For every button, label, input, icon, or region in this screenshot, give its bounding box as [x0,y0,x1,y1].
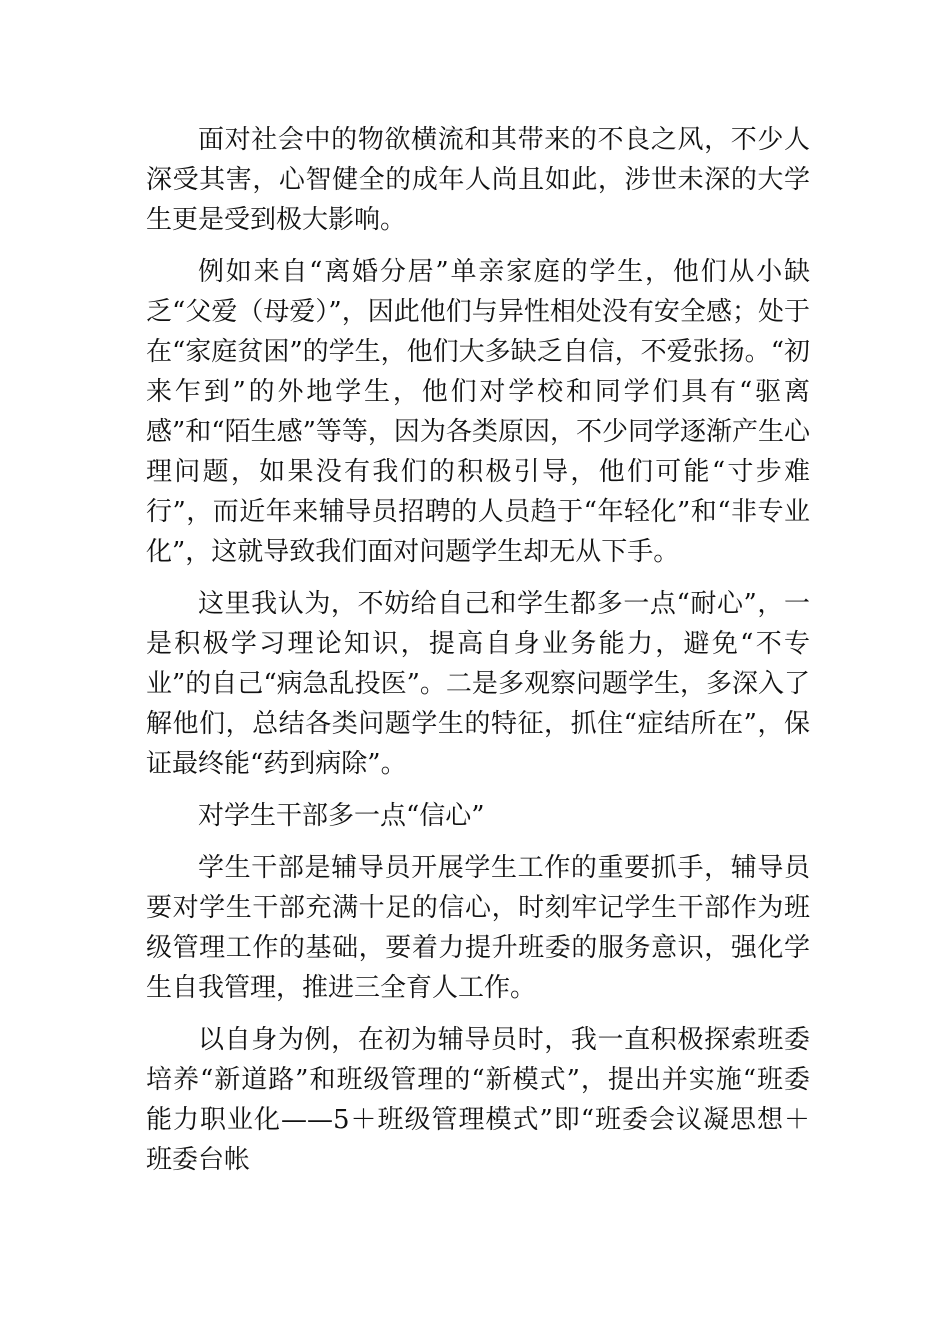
paragraph-own-example: 以自身为例，在初为辅导员时，我一直积极探索班委培养“新道路”和班级管理的“新模式”，提出并实施“班委能力职业化——5＋班级管理模式”即“班委会议凝思想＋班委台帐 [146,1025,810,1175]
paragraph-patience: 这里我认为，不妨给自己和学生都多一点“耐心”，一是积极学习理论知识，提高自身业务能力，避免“不专业”的自己“病急乱投医”。二是多观察问题学生，多深入了解他们，总结各类问题学生的特征，抓住“症结所在”，保证最终能“药到病除”。 [146,589,810,779]
paragraph-examples: 例如来自“离婚分居”单亲家庭的学生，他们从小缺乏“父爱（母爱）”，因此他们与异性相处没有安全感；处于在“家庭贫困”的学生，他们大多缺乏自信，不爱张扬。“初来乍到”的外地学生，他们对学校和同学们具有“驱离感”和“陌生感”等等，因为各类原因，不少同学逐渐产生心理问题，如果没有我们的积极引导，他们可能“寸步难行”，而近年来辅导员招聘的人员趋于“年轻化”和“非专业化”，这就导致我们面对问题学生却无从下手。 [146,257,810,567]
paragraph-student-cadres: 学生干部是辅导员开展学生工作的重要抓手，辅导员要对学生干部充满十足的信心，时刻牢记学生干部作为班级管理工作的基础，要着力提升班委的服务意识，强化学生自我管理，推进三全育人工作。 [146,853,810,1003]
paragraph-influence: 面对社会中的物欲横流和其带来的不良之风，不少人深受其害，心智健全的成年人尚且如此，涉世未深的大学生更是受到极大影响。 [146,125,810,235]
document-body [146,120,810,1180]
section-heading-confidence: 对学生干部多一点“信心” [198,801,485,831]
